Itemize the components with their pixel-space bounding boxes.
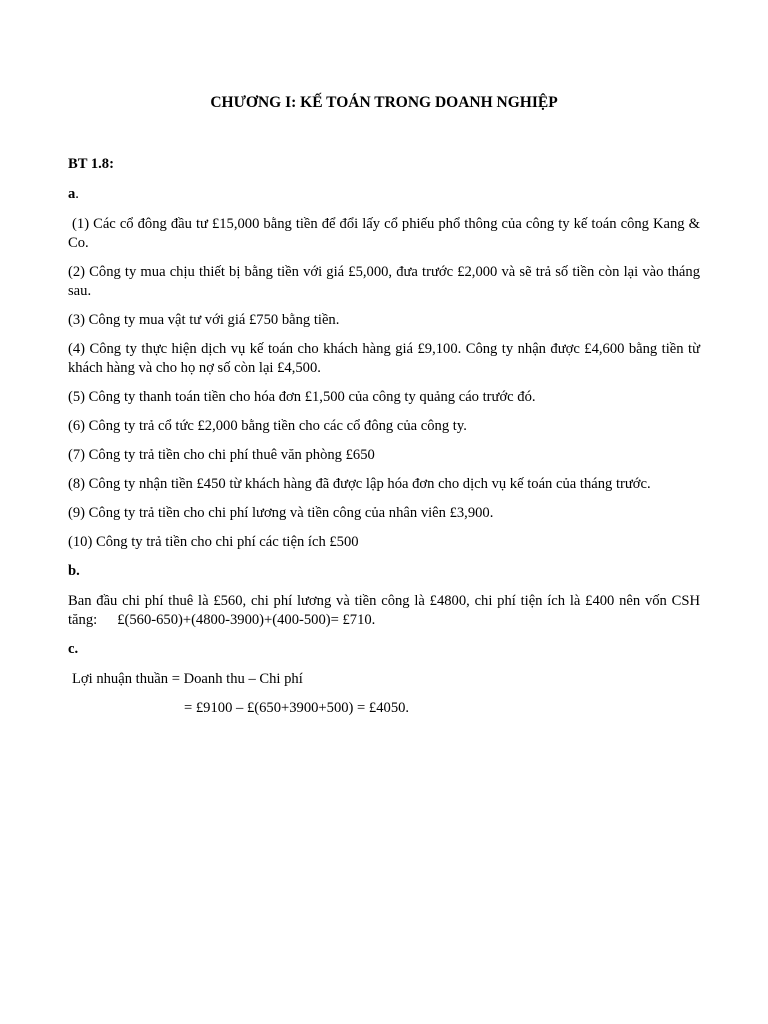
transaction-item-5: (5) Công ty thanh toán tiền cho hóa đơn £1,500 của công ty quảng cáo trước đó. [68, 389, 536, 405]
part-a-suffix: . [75, 186, 79, 202]
transaction-item-8: (8) Công ty nhận tiền £450 từ khách hàng đã được lập hóa đơn cho dịch vụ kế toán của tháng trước. [68, 476, 651, 492]
part-b-text: Ban đầu chi phí thuê là £560, chi phí lương và tiền công là £4800, chi phí tiện ích là £400 nên vốn CSH tăng: [68, 593, 700, 628]
transaction-item-3: (3) Công ty mua vật tư với giá £750 bằng tiền. [68, 312, 340, 328]
transaction-item-9: (9) Công ty trả tiền cho chi phí lương và tiền công của nhân viên £3,900. [68, 505, 494, 521]
transaction-item-10: (10) Công ty trả tiền cho chi phí các tiện ích £500 [68, 534, 359, 550]
part-c-label: c. [68, 641, 79, 657]
chapter-title: CHƯƠNG I: KẾ TOÁN TRONG DOANH NGHIỆP [210, 94, 558, 111]
document-content [68, 93, 704, 728]
part-a-label [68, 185, 700, 204]
part-b-formula: £(560-650)+(4800-3900)+(400-500)= £710. [117, 612, 376, 628]
part-c-formula-line2: = £9100 – £(650+3900+500) = £4050. [184, 700, 410, 716]
exercise-label: BT 1.8: [68, 156, 114, 172]
transaction-item-2: (2) Công ty mua chịu thiết bị bằng tiền với giá £5,000, đưa trước £2,000 và sẽ trả số tiền còn lại vào tháng sau. [68, 264, 700, 299]
transaction-item-7: (7) Công ty trả tiền cho chi phí thuê văn phòng £650 [68, 447, 375, 463]
part-b-paragraph [68, 592, 700, 630]
transaction-item-4: (4) Công ty thực hiện dịch vụ kế toán cho khách hàng giá £9,100. Công ty nhận được £4,600 bằng tiền từ khách hàng và cho họ nợ số còn lại £4,500. [68, 341, 700, 376]
part-c-formula-line1: Lợi nhuận thuần = Doanh thu – Chi phí [72, 671, 303, 687]
part-a-letter: a [68, 186, 76, 202]
transaction-item-6: (6) Công ty trả cổ tức £2,000 bằng tiền cho các cổ đông của công ty. [68, 418, 467, 434]
transaction-item-1: (1) Các cổ đông đầu tư £15,000 bằng tiền để đổi lấy cổ phiếu phổ thông của công ty kế toán công Kang & Co. [68, 216, 704, 251]
part-b-label: b. [68, 563, 80, 579]
